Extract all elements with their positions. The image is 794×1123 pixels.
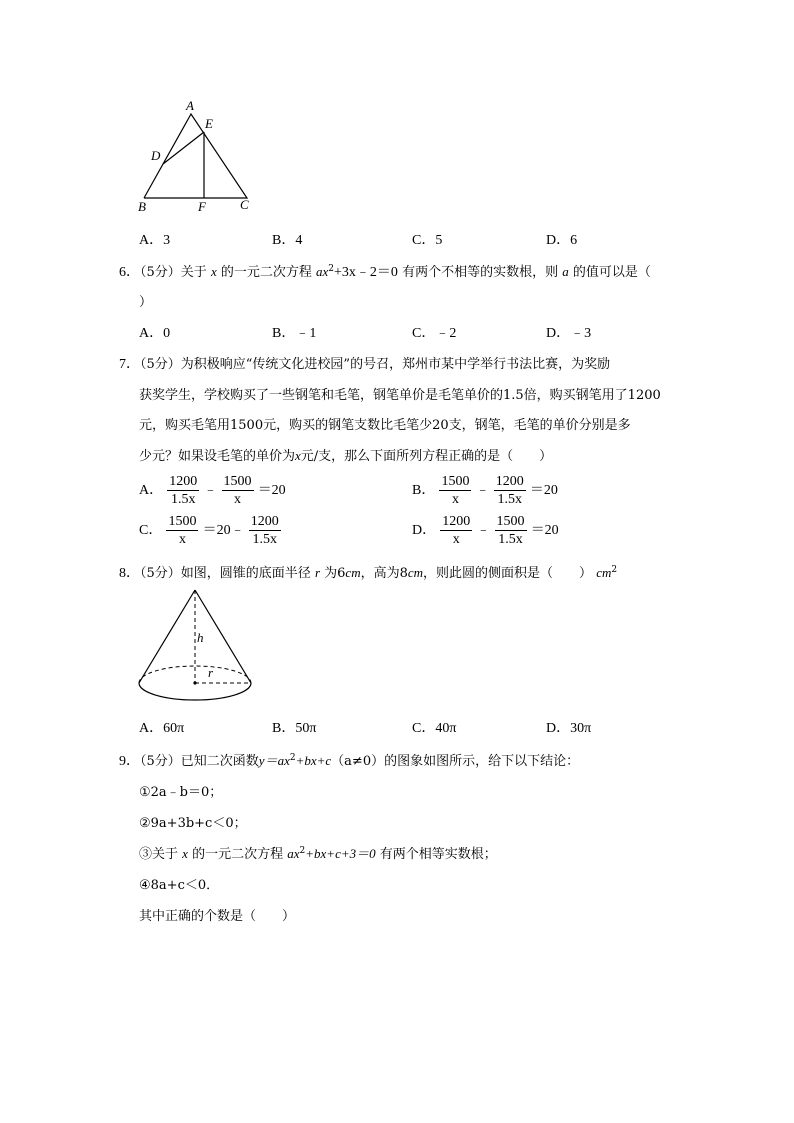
label-F: F bbox=[198, 199, 206, 214]
q6-close-paren: ） bbox=[139, 295, 153, 310]
q7-d-frac-2 bbox=[495, 513, 527, 548]
q6-option-a: A．0 bbox=[139, 326, 171, 341]
q9-number: 9． bbox=[119, 754, 140, 769]
q6-var-x: x bbox=[210, 264, 217, 279]
q7-text-4a: 少元？如果设毛笔的单价为 bbox=[139, 449, 296, 464]
q6-option-c: C．﹣2 bbox=[412, 326, 457, 341]
q8-text-2: 为6 bbox=[324, 566, 346, 581]
q9-text-1: 已知二次函数 bbox=[180, 754, 259, 769]
q5-option-a: A．3 bbox=[139, 233, 171, 248]
q7-option-b-label: B． bbox=[412, 483, 436, 498]
q6-text-2: 的一元二次方程 bbox=[220, 265, 312, 280]
q7-option-c-label: C． bbox=[139, 523, 163, 538]
q7-a-f2-num: 1500 bbox=[223, 474, 252, 489]
q7-b-op: ﹣ bbox=[475, 483, 490, 498]
q9-c3-var-x: x bbox=[182, 846, 188, 861]
q7-d-f1-den: x bbox=[452, 532, 460, 547]
q7-option-b bbox=[412, 473, 558, 508]
q8-var-r: r bbox=[314, 565, 320, 580]
q6-score: （5分） bbox=[140, 265, 181, 280]
q7-line-1 bbox=[119, 353, 610, 373]
q8-score: （5分） bbox=[140, 566, 181, 581]
q7-b-rhs: ＝20 bbox=[529, 483, 558, 498]
q7-d-f2-num: 1500 bbox=[496, 514, 525, 529]
q8-number: 8． bbox=[119, 566, 140, 581]
q7-d-f2-den: 1.5x bbox=[498, 532, 523, 547]
q9-conclusion-1: ①2a﹣b＝0； bbox=[139, 785, 223, 800]
q6-number: 6． bbox=[119, 265, 140, 280]
q7-c-f2-num: 1200 bbox=[250, 514, 279, 529]
q8-unit-2: cm bbox=[407, 565, 424, 580]
q9-stem bbox=[119, 750, 579, 770]
q6-stem bbox=[119, 261, 651, 281]
label-A: A bbox=[186, 98, 194, 113]
q7-b-f1-den: x bbox=[451, 492, 459, 507]
q7-option-d bbox=[412, 513, 559, 548]
q9-c3-text-a: ③关于 bbox=[139, 847, 179, 862]
q9-func: y＝ax bbox=[258, 753, 290, 768]
q7-a-op: ﹣ bbox=[203, 483, 218, 498]
q8-text-1: 如图，圆锥的底面半径 bbox=[180, 566, 311, 581]
cone-left-edge bbox=[139, 590, 195, 683]
q8-unit-3-sup: 2 bbox=[611, 565, 618, 575]
q9-c3-eq-rest: +bx+c+3＝0 bbox=[305, 846, 376, 861]
q7-a-rhs: ＝20 bbox=[257, 483, 286, 498]
q6-eq-sup: 2 bbox=[328, 264, 335, 274]
q8-option-a: A．60π bbox=[139, 721, 185, 736]
q7-b-f2-num: 1200 bbox=[495, 474, 524, 489]
q8-option-d: D．30π bbox=[546, 721, 592, 736]
cone-label-h: h bbox=[197, 630, 204, 645]
q6-text-1: 关于 bbox=[180, 265, 207, 280]
q5-option-c: C．5 bbox=[412, 233, 443, 248]
cone-base-front bbox=[139, 683, 251, 700]
q7-line-2: 获奖学生，学校购买了一些钢笔和毛笔，钢笔单价是毛笔单价的1.5倍，购买钢笔用了1200 bbox=[139, 388, 661, 403]
q8-option-b: B．50π bbox=[272, 721, 317, 736]
cone-label-r: r bbox=[208, 665, 214, 680]
q7-option-c bbox=[139, 513, 281, 548]
q7-b-frac-1 bbox=[439, 473, 471, 508]
q7-c-f1-den: x bbox=[178, 532, 186, 547]
q9-conclusion-4: ④8a+c＜0． bbox=[139, 878, 220, 893]
q8-text-3: ，高为8 bbox=[360, 566, 408, 581]
q8-stem bbox=[119, 562, 617, 582]
q6-text-4: 的值可以是（ bbox=[572, 265, 651, 280]
q7-d-f1-num: 1200 bbox=[442, 514, 471, 529]
q7-c-frac-2 bbox=[249, 513, 281, 548]
q9-func-rest: +bx+c bbox=[295, 753, 332, 768]
triangle-figure bbox=[130, 96, 270, 216]
q6-text-3: 有两个不相等的实数根，则 bbox=[402, 265, 559, 280]
q7-option-a-label: A． bbox=[139, 483, 164, 498]
q9-conclusion-3 bbox=[139, 843, 497, 862]
q9-c3-text-b: 的一元二次方程 bbox=[192, 847, 284, 862]
cone-figure bbox=[130, 584, 260, 704]
q7-score: （5分） bbox=[140, 357, 181, 372]
q9-func-sup: 2 bbox=[289, 753, 296, 763]
q9-score: （5分） bbox=[140, 754, 181, 769]
q7-c-mid: ＝20﹣ bbox=[202, 523, 245, 538]
q9-text-2: 的图象如图所示，给下以下结论： bbox=[384, 754, 580, 769]
q7-c-f1-num: 1500 bbox=[168, 514, 197, 529]
q6-var-a: a bbox=[562, 264, 569, 279]
q6-eq-rest: +3x﹣2＝0 bbox=[334, 265, 398, 280]
q7-line-3: 元，购买毛笔用1500元，购买的钢笔支数比毛笔少20支，钢笔，毛笔的单价分别是多 bbox=[139, 418, 631, 433]
q7-var-x: x bbox=[295, 448, 301, 463]
label-C: C bbox=[240, 197, 249, 212]
q7-a-f1-den: 1.5x bbox=[171, 492, 196, 507]
q9-c3-sup: 2 bbox=[299, 846, 306, 856]
cone-center-point bbox=[193, 681, 196, 684]
q7-a-f2-den: x bbox=[234, 492, 242, 507]
q7-b-f1-num: 1500 bbox=[441, 474, 470, 489]
q6-eq-a: ax bbox=[316, 264, 329, 279]
q7-b-frac-2 bbox=[494, 473, 526, 508]
label-D: D bbox=[151, 148, 161, 163]
q7-text-4b: 元/支，那么下面所列方程正确的是（ ） bbox=[300, 449, 553, 464]
q7-line-4 bbox=[139, 445, 552, 464]
q7-a-frac-2 bbox=[222, 473, 254, 508]
q9-c3-text-c: 有两个相等实数根； bbox=[379, 847, 497, 862]
q9-conclusion-2: ②9a+3b+c＜0； bbox=[139, 816, 247, 831]
q9-cond: （a≠0） bbox=[331, 754, 385, 769]
q7-c-frac-1 bbox=[166, 513, 198, 548]
q5-option-d: D．6 bbox=[546, 233, 578, 248]
q6-option-d: D．﹣3 bbox=[546, 326, 592, 341]
q8-text-4: ，则此圆的侧面积是（ ） bbox=[423, 566, 593, 581]
q7-number: 7． bbox=[119, 357, 140, 372]
q7-d-rhs: ＝20 bbox=[530, 523, 559, 538]
q7-a-frac-1 bbox=[167, 473, 199, 508]
q8-option-c: C．40π bbox=[412, 721, 457, 736]
q7-option-d-label: D． bbox=[412, 523, 437, 538]
q5-option-b: B．4 bbox=[272, 233, 303, 248]
label-E: E bbox=[205, 116, 213, 131]
q9-c3-eq: ax bbox=[287, 846, 300, 861]
q6-option-b: B．﹣1 bbox=[272, 326, 317, 341]
label-B: B bbox=[138, 199, 146, 214]
q7-c-f2-den: 1.5x bbox=[252, 532, 278, 547]
q8-unit-3: cm bbox=[596, 565, 612, 580]
q7-b-f2-den: 1.5x bbox=[497, 492, 523, 507]
q7-text-1: 为积极响应“传统文化进校园”的号召，郑州市某中学举行书法比赛，为奖励 bbox=[180, 357, 611, 372]
q7-option-a bbox=[139, 473, 286, 508]
q8-unit-1: cm bbox=[345, 565, 361, 580]
segment-DE bbox=[163, 132, 204, 164]
q7-d-frac-1 bbox=[440, 513, 472, 548]
q9-ask: 其中正确的个数是（ ） bbox=[139, 909, 296, 924]
q7-a-f1-num: 1200 bbox=[169, 474, 198, 489]
q7-d-op: ﹣ bbox=[476, 523, 491, 538]
